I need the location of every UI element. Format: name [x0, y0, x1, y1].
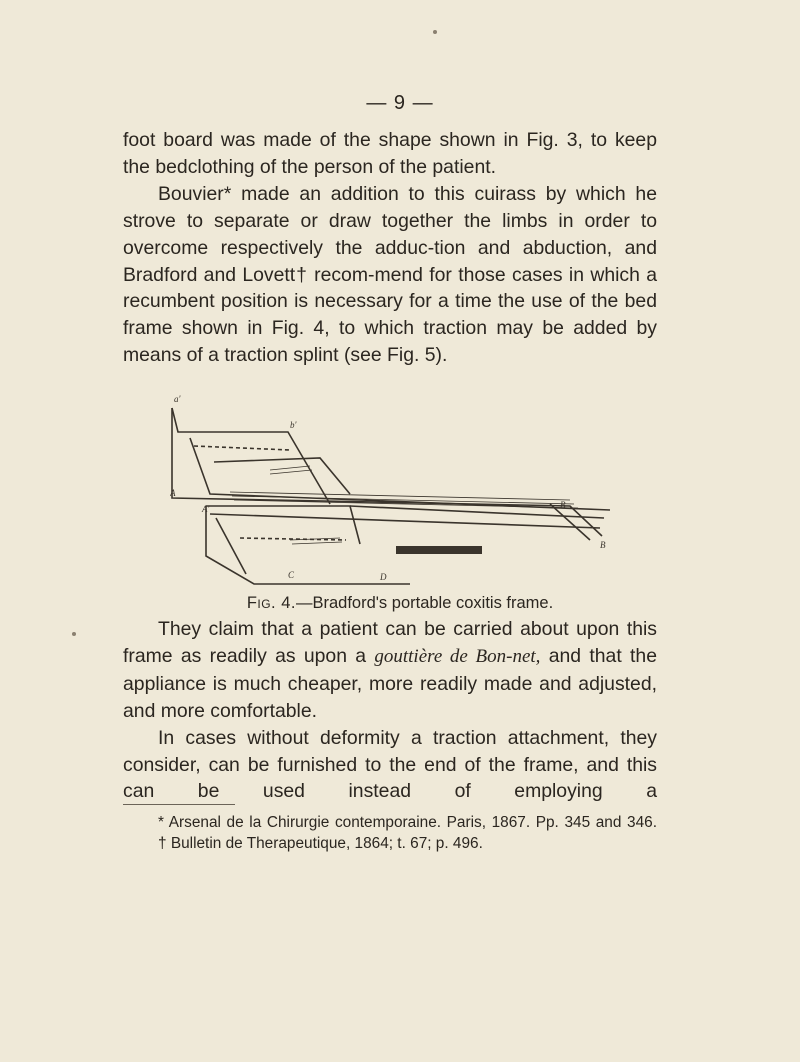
- paper-speck: [433, 30, 437, 34]
- svg-text:A: A: [170, 488, 176, 498]
- footnote-2: † Bulletin de Therapeutique, 1864; t. 67; p. 496.: [158, 835, 483, 852]
- paragraph-2: Bouvier* made an addition to this cuirass by which he strove to separate or draw together the limbs in order to overcome respectively the adduc-tion and abduction, and Bradford and Lovett† recom-mend for those cases in which a recumbent position is necessary for a time the use of the bed frame shown in Fig. 4, to which traction may be added by means of a traction splint (see Fig. 5).: [123, 182, 657, 367]
- coxitis-frame-drawing: [170, 388, 630, 588]
- footnotes: [123, 812, 657, 854]
- paragraph-3-part-1: They claim that a patient can be carried about upon this frame as readily as upon a: [123, 618, 657, 667]
- paragraph-3: [123, 616, 657, 725]
- paragraph-1: foot board was made of the shape shown in Fig. 3, to keep the bedclothing of the person of the patient.: [123, 129, 657, 178]
- figure-caption-label: Fig. 4.: [246, 594, 296, 612]
- body-text-bottom: [123, 616, 657, 805]
- paragraph-4: In cases without deformity a traction attachment, they consider, can be furnished to the end of the frame, and this can be used instead of employing a: [123, 726, 657, 803]
- frame-long-edge: [210, 514, 600, 528]
- traction-splint-bar: [396, 546, 482, 554]
- svg-text:C: C: [288, 570, 295, 580]
- paragraph-3-part-2: and that the appliance is much cheaper, more readily made and adjusted, and more comfortable.: [123, 644, 657, 722]
- paper-speck: [72, 632, 76, 636]
- frame-upper-rail: [172, 408, 602, 536]
- figure-caption: [0, 594, 800, 613]
- svg-text:D: D: [380, 572, 387, 582]
- figure-caption-text: —Bradford's portable coxitis frame.: [296, 594, 554, 612]
- svg-text:a': a': [174, 394, 181, 404]
- frame-upper-strap: [214, 458, 350, 494]
- gouttiere-title: gouttière de Bon-net,: [374, 645, 541, 667]
- svg-text:B: B: [560, 500, 566, 510]
- body-text-top: [123, 127, 657, 369]
- frame-lower-inner: [216, 518, 246, 574]
- footnote-1: * Arsenal de la Chirurgie contemporaine. Paris, 1867. Pp. 345 and 346.: [158, 814, 657, 831]
- figure-4-illustration: [170, 388, 630, 588]
- svg-text:B: B: [600, 540, 606, 550]
- page-number: — 9 —: [366, 92, 434, 114]
- frame-upper-crossbar: [194, 446, 290, 450]
- footnote-divider: [123, 804, 235, 805]
- svg-text:b': b': [290, 420, 297, 430]
- svg-text:A': A': [202, 504, 210, 514]
